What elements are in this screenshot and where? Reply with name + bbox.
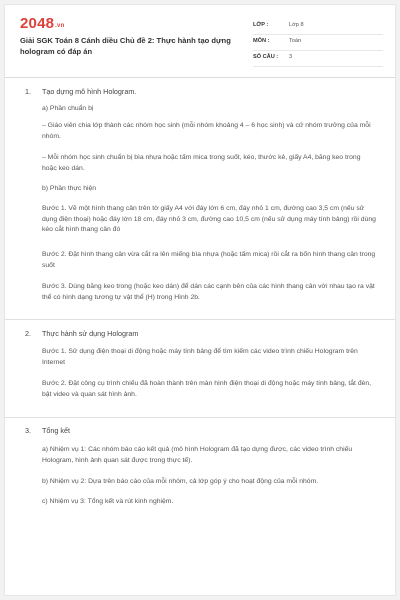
section-heading-2	[25, 329, 138, 338]
paragraph: b) Phần thực hiện	[42, 185, 97, 192]
meta-value: 3	[289, 54, 293, 60]
site-logo[interactable]	[20, 15, 64, 32]
meta-value: Toán	[289, 38, 302, 44]
section-heading-1	[25, 87, 136, 96]
meta-row-grade	[253, 19, 383, 35]
logo-tld: .vn	[55, 23, 65, 29]
section-title: Tổng kết	[42, 426, 70, 435]
meta-key: MÔN :	[253, 38, 270, 44]
section-number: 2.	[25, 329, 31, 338]
section-title: Tạo dựng mô hình Hologram.	[42, 87, 137, 96]
paragraph: Bước 1. Vẽ một hình thang cân trên tờ giấy A4 với đáy lớn 6 cm, đáy nhỏ 1 cm, đường cao 3,5 cm (nếu sử dụng điện thoại) hoặc đáy lớn 18 cm, đáy nhỏ 3 cm, đường cao 10,5 cm (nếu sử dụng máy tính bảng) rồi dùng kéo cắt hình thang cân đó	[42, 205, 376, 233]
document-header	[5, 5, 397, 77]
paragraph: Bước 2. Đặt công cụ trình chiếu đã hoàn thành trên màn hình điện thoại di động hoặc máy tính bảng, tắt đèn, bật video và quan sát hình ảnh.	[42, 380, 372, 398]
paragraph: – Giáo viên chia lớp thành các nhóm học sinh (mỗi nhóm khoảng 4 – 6 học sinh) và cử nhóm trưởng của mỗi nhóm.	[42, 122, 371, 140]
meta-row-question-count	[253, 51, 383, 67]
meta-row-subject	[253, 35, 383, 51]
paragraph: Bước 3. Dùng băng keo trong (hoặc keo dán) để dán các cạnh bên của các hình thang cân với nhau tạo ra vật thể có hình dạng tương tự vật thể (H) trong Hình 2b.	[42, 283, 375, 301]
section-number: 1.	[25, 87, 31, 96]
section-divider	[5, 319, 395, 320]
section-number: 3.	[25, 426, 31, 435]
meta-key: LỚP :	[253, 22, 269, 28]
paragraph: a) Phần chuẩn bị	[42, 105, 94, 112]
paragraph: Bước 2. Đặt hình thang cân vừa cắt ra lên miếng bìa nhựa (hoặc tấm mica) rồi cắt ra bốn hình thang cân trong suốt	[42, 251, 376, 269]
meta-key: SỐ CÂU :	[253, 54, 279, 60]
logo-text: 2048	[20, 15, 55, 32]
section-divider	[5, 417, 395, 418]
document-page	[4, 4, 396, 596]
document-title: Giải SGK Toán 8 Cánh diều Chủ đề 2: Thực hành tạo dựng hologram có đáp án	[20, 36, 231, 56]
paragraph: – Mỗi nhóm học sinh chuẩn bị bìa nhựa hoặc tấm mica trong suốt, kéo, thước kẻ, giấy A4, băng keo trong hoặc keo dán.	[42, 154, 361, 172]
paragraph: b) Nhiệm vụ 2: Dựa trên báo cáo của mỗi nhóm, cả lớp góp ý cho hoạt động của mỗi nhóm.	[42, 478, 319, 485]
paragraph: Bước 1. Sử dụng điện thoại di động hoặc máy tính bảng để tìm kiếm các video trình chiếu Hologram trên Internet	[42, 348, 358, 366]
meta-value: Lớp 8	[289, 22, 304, 28]
header-divider	[5, 77, 395, 78]
paragraph: c) Nhiệm vụ 3: Tổng kết và rút kinh nghiệm.	[42, 498, 174, 505]
section-title: Thực hành sử dụng Hologram	[42, 329, 139, 338]
section-heading-3	[25, 426, 70, 435]
document-meta	[253, 19, 383, 67]
paragraph: a) Nhiệm vụ 1: Các nhóm báo cáo kết quả (mô hình Hologram đã tạo dựng được, các video trình chiếu Hologram, hình ảnh quan sát được trong thực tế).	[42, 446, 353, 464]
